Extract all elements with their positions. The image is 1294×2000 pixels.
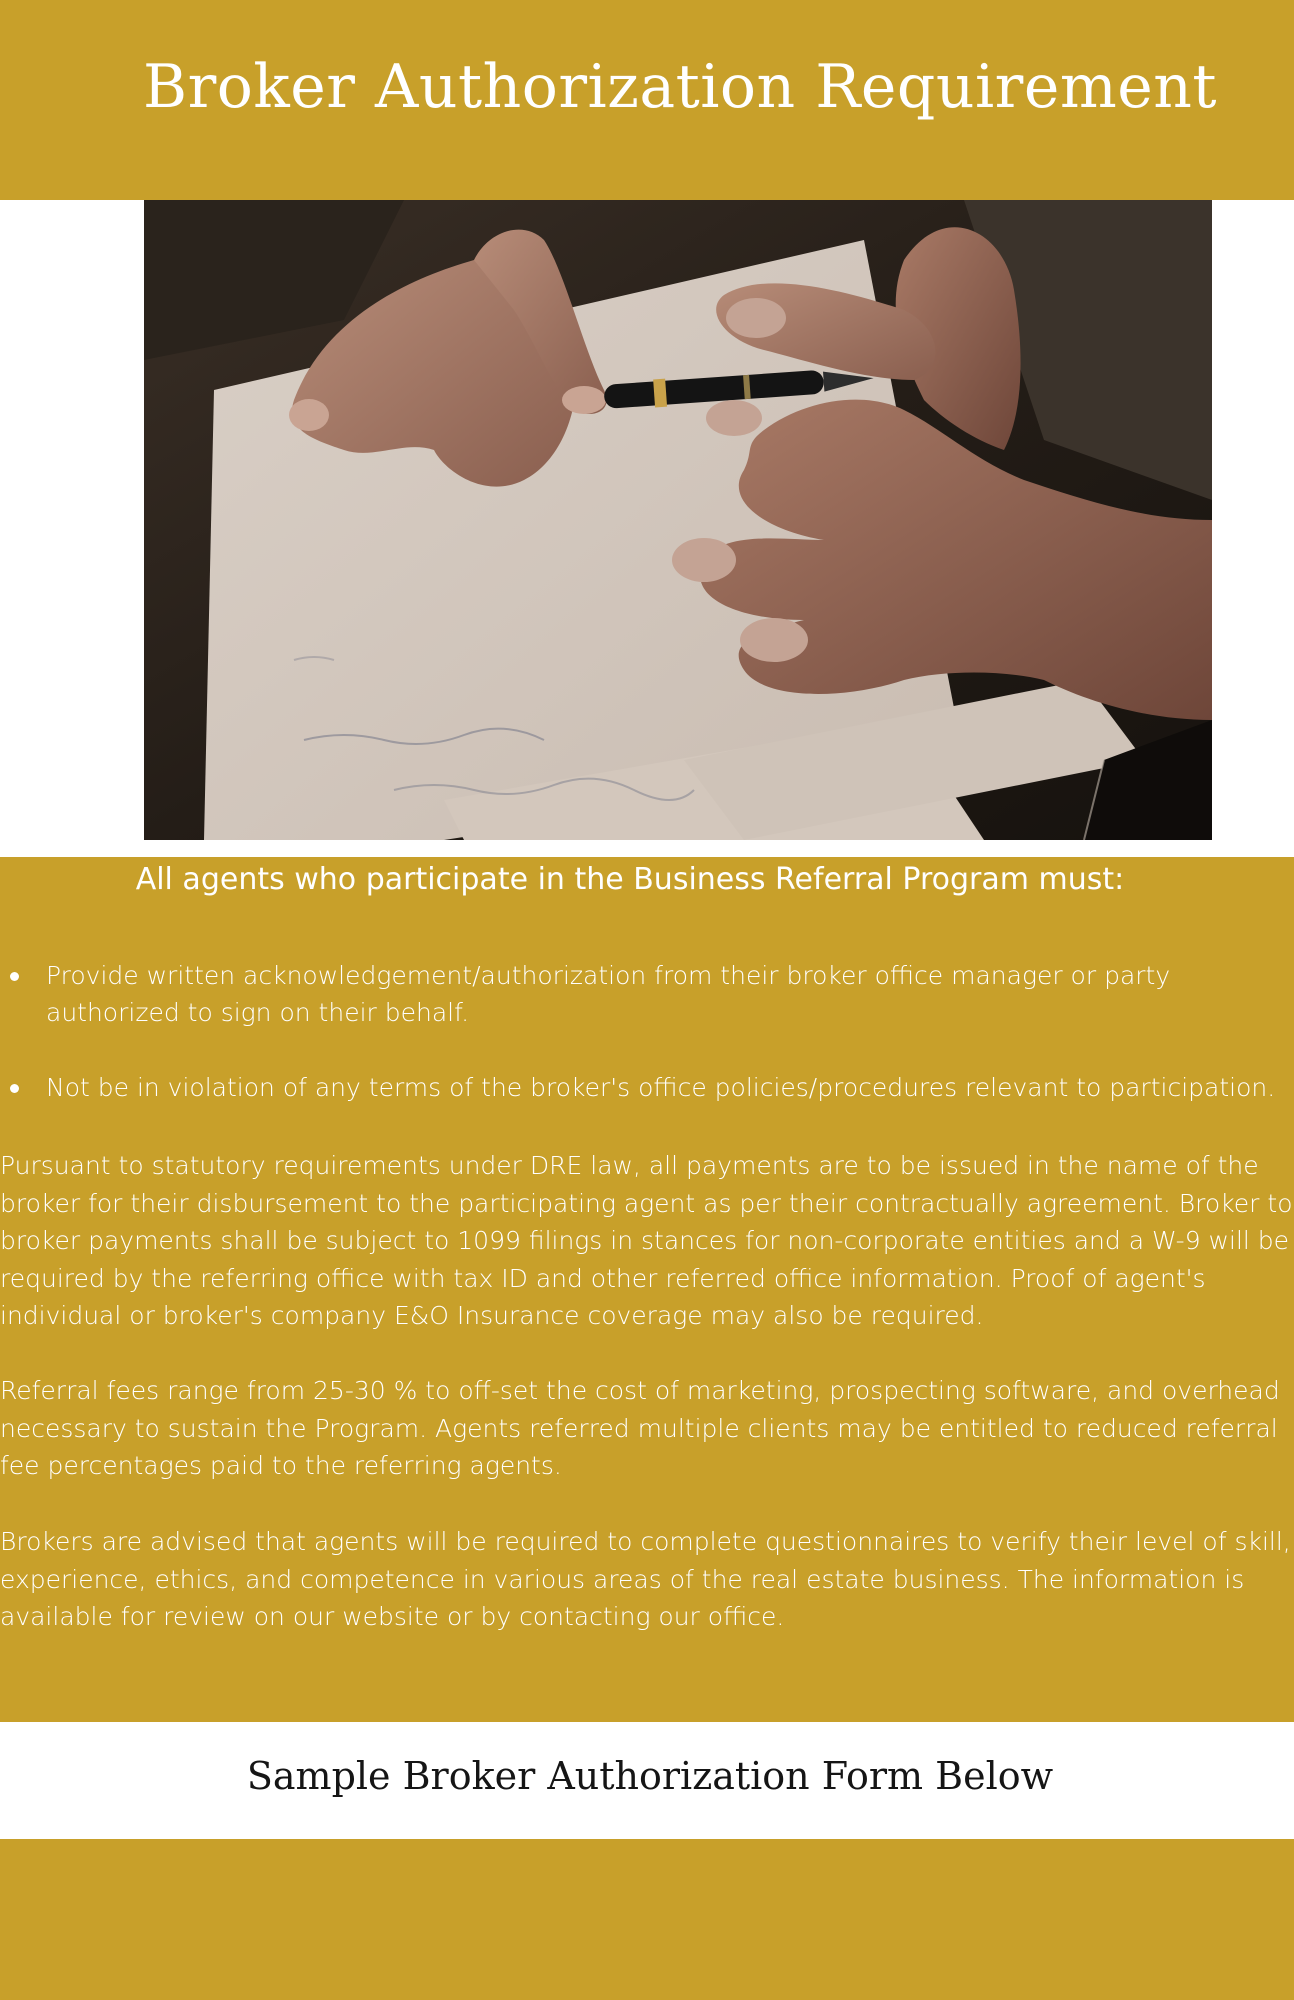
paragraph-referral-fees: Referral fees range from 25-30 % to off-set the cost of marketing, prospecting software, and overhead necessary to sustain the Program. Agents referred multiple clients may be entitled to reduced referral fee percentages paid to the referring agents.: [0, 1376, 1280, 1480]
paragraph-questionnaires: Brokers are advised that agents will be required to complete questionnaires to verify their level of skill, experience, ethics, and competence in various areas of the real estate business. The information is available for review on our website or by contacting our office.: [0, 1527, 1291, 1631]
content-section: [0, 857, 1294, 1722]
list-item: [0, 1069, 1294, 1106]
intro-text: All agents who participate in the Business Referral Program must:: [135, 862, 1125, 897]
sample-form-heading: Sample Broker Authorization Form Below: [246, 1754, 1054, 1798]
list-item: [0, 957, 1294, 1031]
bullet-icon: [10, 972, 19, 981]
cta-band: [0, 1722, 1294, 1839]
bullet-icon: [10, 1084, 19, 1093]
list-item-text: Provide written acknowledgement/authorization from their broker office manager or party authorized to sign on their behalf.: [46, 961, 1171, 1027]
requirements-list: [0, 957, 1294, 1144]
page-title: Broker Authorization Requirement: [142, 52, 1218, 122]
list-item-text: Not be in violation of any terms of the broker's office policies/procedures relevant to participation.: [46, 1073, 1276, 1102]
footer-band: [0, 1839, 1294, 2000]
photo-hands-pen-paper-icon: [144, 200, 1212, 840]
header-band: [0, 0, 1294, 200]
photo-band: [0, 200, 1294, 857]
hero-photo: [144, 200, 1212, 840]
paragraph-payments: Pursuant to statutory requirements under DRE law, all payments are to be issued in the name of the broker for their disbursement to the participating agent as per their contractually agreement. Broker to broker payments shall be subject to 1099 filings in stances for non-corporate entities and a W-9 will be required by the referring office with tax ID and other referred office information. Proof of agent's individual or broker's company E&O Insurance coverage may also be required.: [0, 1151, 1293, 1330]
